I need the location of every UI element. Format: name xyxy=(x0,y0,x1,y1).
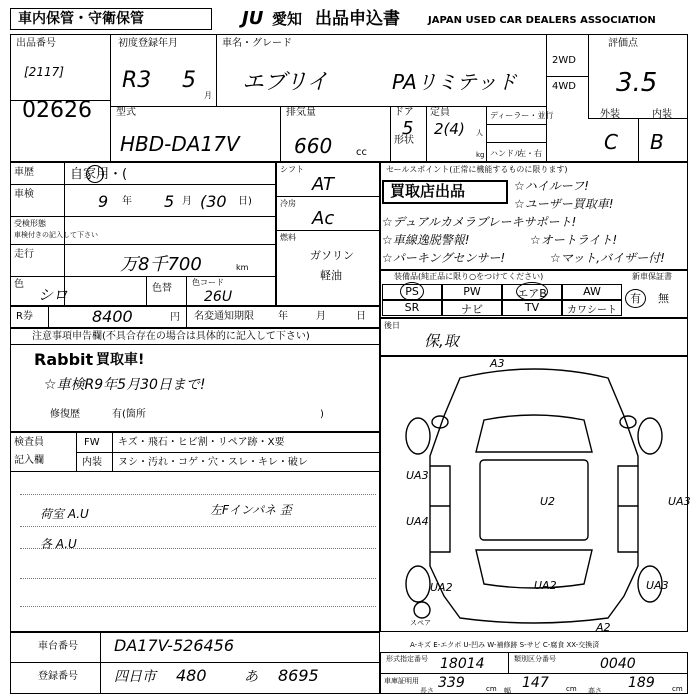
width-label: 幅 xyxy=(504,687,511,695)
recycle-label: R券 xyxy=(16,311,33,322)
selling-point-7: ☆マット,バイザー付! xyxy=(550,251,665,265)
warranty-yes: 有 xyxy=(630,292,641,305)
shaken-month-unit: 月 xyxy=(182,196,192,207)
history-label: 車歴 xyxy=(14,167,34,178)
capacity-label: 定員 xyxy=(430,107,450,118)
weight-unit: kg xyxy=(476,151,485,159)
shaken-day: (30 xyxy=(200,192,227,211)
car-name: エブリイ xyxy=(242,70,329,95)
cc-unit: cc xyxy=(356,147,367,158)
shape-label: 形状 xyxy=(394,135,414,146)
equip-navi: ナビ xyxy=(442,300,502,316)
shaken-day-unit: 日) xyxy=(238,196,252,207)
repair-close: ) xyxy=(320,409,324,420)
spare-label: スペア xyxy=(410,619,431,627)
reg-month: 5 xyxy=(182,68,196,93)
cert-label: 車庫証明用 xyxy=(384,677,419,685)
first-reg-label: 初度登録年月 xyxy=(118,38,178,49)
hold-sub: 車検付きの記入して下さい xyxy=(14,231,98,239)
height-cm: cm xyxy=(672,685,683,693)
shift-label: シフト xyxy=(280,165,304,174)
mileage-value: 万8千700 xyxy=(120,254,202,275)
fuel-gas: ガソリン xyxy=(310,249,354,262)
height-value: 189 xyxy=(628,675,655,691)
shaken-year-unit: 年 xyxy=(122,196,132,207)
equip-ps: PS xyxy=(382,284,442,300)
length-cm: cm xyxy=(486,685,497,693)
equip-aw: AW xyxy=(562,284,622,300)
fw-label: FW xyxy=(84,437,100,448)
shaken-year: 9 xyxy=(98,192,109,211)
notes-header: 注意事項申告欄(不具合存在の場合は具体的に記入して下さい) xyxy=(32,331,310,342)
storage-label: 車内保管・守衛保管 xyxy=(18,11,144,27)
auction-sheet xyxy=(10,8,691,695)
mark-ua2-rear: UA2 xyxy=(534,579,557,592)
door-label: ドア xyxy=(394,107,414,118)
color-code-value: 26U xyxy=(204,289,233,305)
mark-ua2-rear-left: UA2 xyxy=(430,581,453,594)
name-change-day: 日 xyxy=(356,311,366,322)
plate-class: 480 xyxy=(176,666,207,685)
mark-a2-rear: A2 xyxy=(596,621,611,634)
category-label: 類別区分番号 xyxy=(514,655,556,663)
ac-value: Ac xyxy=(312,208,335,229)
remark-2: 左Fインパネ 歪 xyxy=(210,503,292,517)
model-spec-label: 形式指定番号 xyxy=(386,655,428,663)
org-name: 愛知 xyxy=(272,10,303,28)
equip-leather-seat: カワシート xyxy=(562,300,622,316)
hold-label: 受検形態 xyxy=(14,219,46,228)
model-value: HBD-DA17V xyxy=(120,132,240,156)
after-date-value: 保,取 xyxy=(424,332,459,350)
height-label: 高さ xyxy=(588,687,602,695)
exterior-label: 外装 xyxy=(600,109,620,120)
model-spec-value: 18014 xyxy=(440,656,485,672)
mark-ua3-rear-right: UA3 xyxy=(646,579,669,592)
diagram-legend: A-キズ E-エクボ U-凹み W-補修跡 S-サビ C-腐食 XX-交換済 xyxy=(410,641,600,649)
length-label: 長さ xyxy=(420,687,434,695)
interior-grade: B xyxy=(650,130,664,154)
score-label: 評価点 xyxy=(608,38,638,49)
selling-points-header: セールスポイント(正常に機能するものに限ります) xyxy=(386,165,568,174)
notes-line: ☆車検R9年5月30日まで! xyxy=(44,377,206,393)
repair-label: 修復歴 xyxy=(50,409,80,420)
displacement-label: 排気量 xyxy=(286,107,316,118)
lot-bracket-number: [2117] xyxy=(24,65,64,79)
fw-text: キズ・飛石・ヒビ割・リペア跡・X要 xyxy=(118,437,285,448)
association-name: JAPAN USED CAR DEALERS ASSOCIATION xyxy=(428,15,656,26)
mark-ua3-left: UA3 xyxy=(406,469,429,482)
mileage-unit: km xyxy=(236,263,249,272)
model-label: 型式 xyxy=(116,107,136,118)
door-value: 5 xyxy=(402,118,414,139)
mileage-label: 走行 xyxy=(14,249,34,260)
shaken-month: 5 xyxy=(164,192,175,211)
selling-point-5: ☆オートライト! xyxy=(530,233,618,247)
after-date-label: 後日 xyxy=(384,321,400,330)
ju-logo: JU xyxy=(242,8,264,29)
airbag-circle-mark xyxy=(516,282,548,301)
repair-value: 有(箇所 xyxy=(112,409,146,420)
reg-month-unit: 月 xyxy=(204,91,212,100)
car-name-label: 車名・グレード xyxy=(222,38,292,49)
chassis-label: 車台番号 xyxy=(38,641,78,652)
reg-year: R3 xyxy=(122,68,152,93)
remarks-area xyxy=(10,472,380,632)
capacity-unit: 人 xyxy=(476,129,483,137)
plate-label: 登録番号 xyxy=(38,671,78,682)
drive-2wd: 2WD xyxy=(552,55,576,66)
dealer-label: ディーラー・並行 xyxy=(490,111,554,120)
handle-label: ハンドル xyxy=(490,149,522,158)
mark-ua3-right: UA3 xyxy=(668,495,691,508)
equipment-header: 装備品(純正品に限り○をつけてください) xyxy=(394,272,544,281)
recycle-amount: 8400 xyxy=(92,307,133,326)
selling-point-2: ☆ユーザー買取車! xyxy=(514,197,614,211)
name-change-month: 月 xyxy=(316,311,326,322)
fuel-diesel: 軽油 xyxy=(320,269,342,282)
recycle-yen: 円 xyxy=(170,312,180,323)
selling-point-1: ☆ハイルーフ! xyxy=(514,179,589,193)
lot-label: 出品番号 xyxy=(16,38,56,49)
handle-options: 左・右 xyxy=(518,149,542,158)
equip-tv: TV xyxy=(502,300,562,316)
mark-ua4-left: UA4 xyxy=(406,515,429,528)
exterior-grade: C xyxy=(604,130,618,154)
plate-kana: あ xyxy=(244,669,258,685)
length-value: 339 xyxy=(438,675,465,691)
warranty-no: 無 xyxy=(658,292,669,305)
capacity-value: 2(4) xyxy=(434,120,465,138)
score-value: 3.5 xyxy=(616,68,658,98)
remark-3: 各 A.U xyxy=(40,537,77,551)
rabbit-brand: Rabbit xyxy=(34,350,94,369)
remark-1: 荷室 A.U xyxy=(40,507,89,521)
ac-label: 冷房 xyxy=(280,199,296,208)
form-title: 出品申込書 xyxy=(315,9,400,29)
interior-label: 内装 xyxy=(652,109,672,120)
warranty-circle-mark xyxy=(625,289,646,308)
rabbit-sub: 買取車! xyxy=(96,352,145,368)
equip-pw: PW xyxy=(442,284,502,300)
interior-inspect-text: ヌシ・汚れ・コゲ・穴・スレ・キレ・破レ xyxy=(118,457,308,468)
top-grid xyxy=(10,34,688,162)
displacement-value: 660 xyxy=(294,134,333,158)
shaken-label: 車検 xyxy=(14,189,34,200)
name-change-label: 名変通知期限 xyxy=(194,311,254,322)
color-change-label: 色替 xyxy=(152,283,172,294)
inspector-label: 検査員 xyxy=(14,437,44,448)
plate-city: 四日市 xyxy=(114,669,156,685)
mark-u2-roof: U2 xyxy=(540,495,556,508)
chassis-value: DA17V-526456 xyxy=(114,636,235,655)
shift-value: AT xyxy=(312,174,334,195)
width-cm: cm xyxy=(566,685,577,693)
selling-point-4: ☆車線逸脱警報! xyxy=(382,233,470,247)
color-value: シロ xyxy=(38,286,69,304)
plate-number: 8695 xyxy=(278,666,319,685)
selling-point-6: ☆パーキングセンサー! xyxy=(382,251,506,265)
equip-sr: SR xyxy=(382,300,442,316)
buyback-stamp-text: 買取店出品 xyxy=(390,182,466,200)
color-code-label: 色コード xyxy=(192,278,224,287)
fuel-label: 燃料 xyxy=(280,233,296,242)
lot-number: 02626 xyxy=(22,98,92,123)
entry-label: 記入欄 xyxy=(14,455,44,466)
equip-airbag: エアB xyxy=(502,284,562,300)
car-grade: PAリミテッド xyxy=(392,70,517,94)
category-value: 0040 xyxy=(600,656,636,672)
history-value: 自家用・( xyxy=(70,167,128,182)
interior-inspect-label: 内装 xyxy=(82,457,102,468)
color-label: 色 xyxy=(14,279,24,290)
ps-circle-mark xyxy=(400,282,424,301)
mark-a3-top: A3 xyxy=(490,357,505,370)
name-change-year: 年 xyxy=(278,311,288,322)
selling-point-3: ☆デュアルカメラブレーキサポート! xyxy=(382,215,577,229)
width-value: 147 xyxy=(522,675,549,691)
drive-4wd: 4WD xyxy=(552,81,576,92)
warranty-label: 新車保証書 xyxy=(632,272,672,281)
